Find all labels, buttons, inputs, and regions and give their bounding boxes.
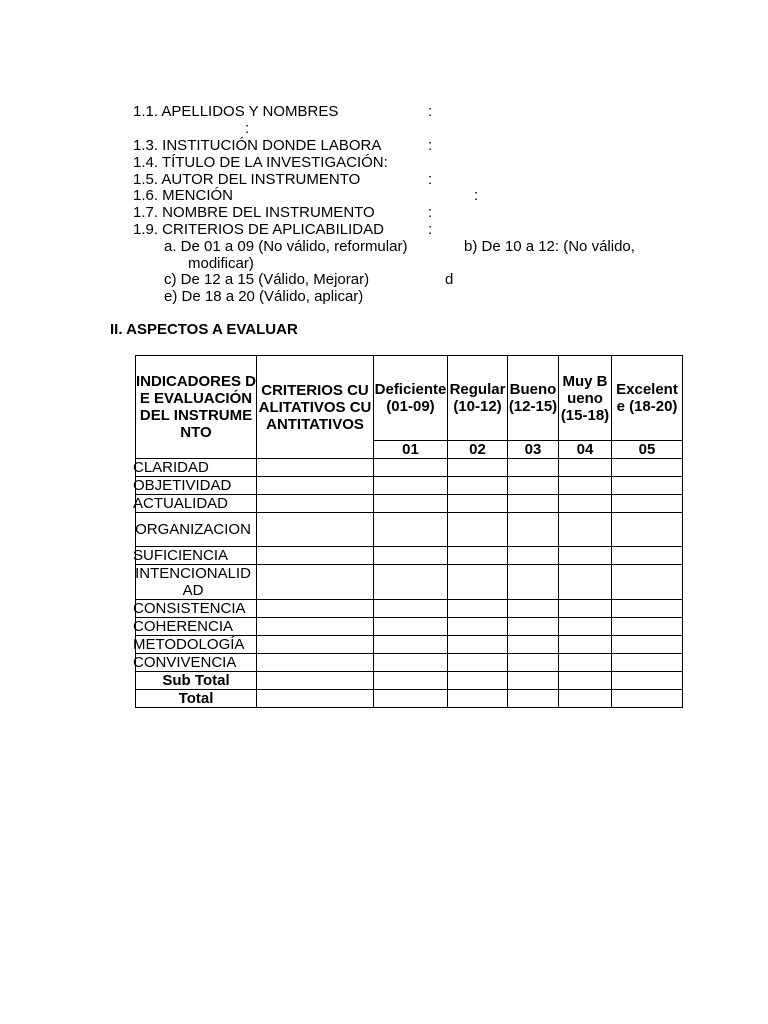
score-cell[interactable] [508,600,559,618]
score-cell[interactable] [374,618,448,636]
score-cell[interactable] [448,654,508,672]
score-cell[interactable] [612,547,683,565]
score-cell[interactable] [257,547,374,565]
score-cell[interactable] [257,565,374,600]
header-criterios: CRITERIOS CUALITATIVOS CUANTITATIVOS [257,356,374,459]
score-cell[interactable] [612,477,683,495]
score-cell[interactable] [508,636,559,654]
score-cell[interactable] [374,654,448,672]
score-cell[interactable] [508,672,559,690]
indicator-suficiencia: SUFICIENCIA [136,547,257,565]
score-cell[interactable] [448,672,508,690]
indicator-intencionalidad: INTENCIONALIDAD [136,565,257,600]
criterion-a: a. De 01 a 09 (No válido, reformular) [164,238,408,255]
indicator-convivencia: CONVIVENCIA [136,654,257,672]
score-cell[interactable] [508,495,559,513]
score-cell[interactable] [559,672,612,690]
code-04: 04 [559,441,612,459]
table-row [136,459,683,477]
subtotal-label: Sub Total [136,672,257,690]
score-cell[interactable] [448,690,508,708]
score-cell[interactable] [612,690,683,708]
header-excelente: Excelente (18-20) [612,356,683,441]
score-cell[interactable] [374,672,448,690]
score-cell[interactable] [508,618,559,636]
score-cell[interactable] [559,459,612,477]
score-cell[interactable] [559,636,612,654]
score-cell[interactable] [257,495,374,513]
score-cell[interactable] [612,600,683,618]
score-cell[interactable] [448,600,508,618]
score-cell[interactable] [374,547,448,565]
score-cell[interactable] [257,600,374,618]
header-deficiente: Deficiente (01-09) [374,356,448,441]
score-cell[interactable] [612,565,683,600]
score-cell[interactable] [374,636,448,654]
score-cell[interactable] [612,495,683,513]
field-criterios-label: 1.9. CRITERIOS DE APLICABILIDAD [133,221,384,238]
score-cell[interactable] [448,618,508,636]
score-cell[interactable] [257,513,374,547]
score-cell[interactable] [374,600,448,618]
table-row [136,636,683,654]
table-row-total [136,690,683,708]
score-cell[interactable] [448,565,508,600]
table-row [136,618,683,636]
score-cell[interactable] [559,618,612,636]
score-cell[interactable] [448,513,508,547]
score-cell[interactable] [374,565,448,600]
field-apellidos-colon: : [428,103,433,120]
indicator-metodologia: METODOLOGÍA [136,636,257,654]
indicator-organizacion: ORGANIZACION [136,513,257,547]
score-cell[interactable] [257,654,374,672]
field-mencion-label: 1.6. MENCIÓN [133,187,234,204]
field-autor-label: 1.5. AUTOR DEL INSTRUMENTO [133,171,361,188]
table-row-subtotal [136,672,683,690]
field-institucion-label: 1.3. INSTITUCIÓN DONDE LABORA [133,137,382,154]
field-mencion-colon: : [474,187,479,204]
score-cell[interactable] [508,459,559,477]
score-cell[interactable] [559,654,612,672]
header-regular: Regular (10-12) [448,356,508,441]
code-01: 01 [374,441,448,459]
indicator-consistencia: CONSISTENCIA [136,600,257,618]
score-cell[interactable] [612,654,683,672]
score-cell[interactable] [257,672,374,690]
score-cell[interactable] [374,690,448,708]
score-cell[interactable] [508,513,559,547]
score-cell[interactable] [448,495,508,513]
code-03: 03 [508,441,559,459]
field-institucion-colon: : [428,137,433,154]
score-cell[interactable] [374,513,448,547]
table-row [136,600,683,618]
criterion-b: b) De 10 a 12: (No válido, [464,238,635,255]
score-cell[interactable] [257,477,374,495]
table-row [136,547,683,565]
score-cell[interactable] [508,654,559,672]
score-cell[interactable] [508,690,559,708]
score-cell[interactable] [508,477,559,495]
field-apellidos-label: 1.1. APELLIDOS Y NOMBRES [133,103,339,120]
score-cell[interactable] [559,513,612,547]
score-cell[interactable] [374,477,448,495]
field-autor-colon: : [428,171,433,188]
criterion-b-continued: modificar) [188,255,254,272]
score-cell[interactable] [612,636,683,654]
score-cell[interactable] [508,547,559,565]
table-row [136,654,683,672]
score-cell[interactable] [612,672,683,690]
field-criterios-colon: : [428,221,433,238]
table-row [136,477,683,495]
score-cell[interactable] [559,495,612,513]
field-nombre-instrumento-label: 1.7. NOMBRE DEL INSTRUMENTO [133,204,375,221]
score-cell[interactable] [448,477,508,495]
score-cell[interactable] [559,690,612,708]
code-05: 05 [612,441,683,459]
score-cell[interactable] [257,618,374,636]
header-muy-bueno: Muy Bueno (15-18) [559,356,612,441]
score-cell[interactable] [612,513,683,547]
score-cell[interactable] [374,495,448,513]
indicator-claridad: CLARIDAD [136,459,257,477]
field-nombre-instrumento-colon: : [428,204,433,221]
total-label: Total [136,690,257,708]
score-cell[interactable] [448,636,508,654]
code-02: 02 [448,441,508,459]
criterion-d: d [445,271,454,288]
field-extra-colon: : [245,120,250,137]
table-row [136,565,683,600]
score-cell[interactable] [559,600,612,618]
score-cell[interactable] [559,477,612,495]
score-cell[interactable] [448,547,508,565]
indicator-actualidad: ACTUALIDAD [136,495,257,513]
score-cell[interactable] [374,459,448,477]
indicator-coherencia: COHERENCIA [136,618,257,636]
header-bueno: Bueno (12-15) [508,356,559,441]
score-cell[interactable] [448,459,508,477]
score-cell[interactable] [257,690,374,708]
header-indicadores: INDICADORES DE EVALUACIÓN DEL INSTRUMENTO [136,356,257,459]
score-cell[interactable] [559,565,612,600]
table-row [136,495,683,513]
score-cell[interactable] [257,636,374,654]
criterion-c: c) De 12 a 15 (Válido, Mejorar) [164,271,370,288]
score-cell[interactable] [559,547,612,565]
indicator-objetividad: OBJETIVIDAD [136,477,257,495]
score-cell[interactable] [612,618,683,636]
score-cell[interactable] [508,565,559,600]
criterion-e: e) De 18 a 20 (Válido, aplicar) [164,288,364,305]
field-titulo-label: 1.4. TÍTULO DE LA INVESTIGACIÓN: [133,154,388,171]
table-row [136,513,683,547]
score-cell[interactable] [612,459,683,477]
score-cell[interactable] [257,459,374,477]
section-title-aspectos: II. ASPECTOS A EVALUAR [110,321,298,338]
evaluation-table [135,355,683,708]
